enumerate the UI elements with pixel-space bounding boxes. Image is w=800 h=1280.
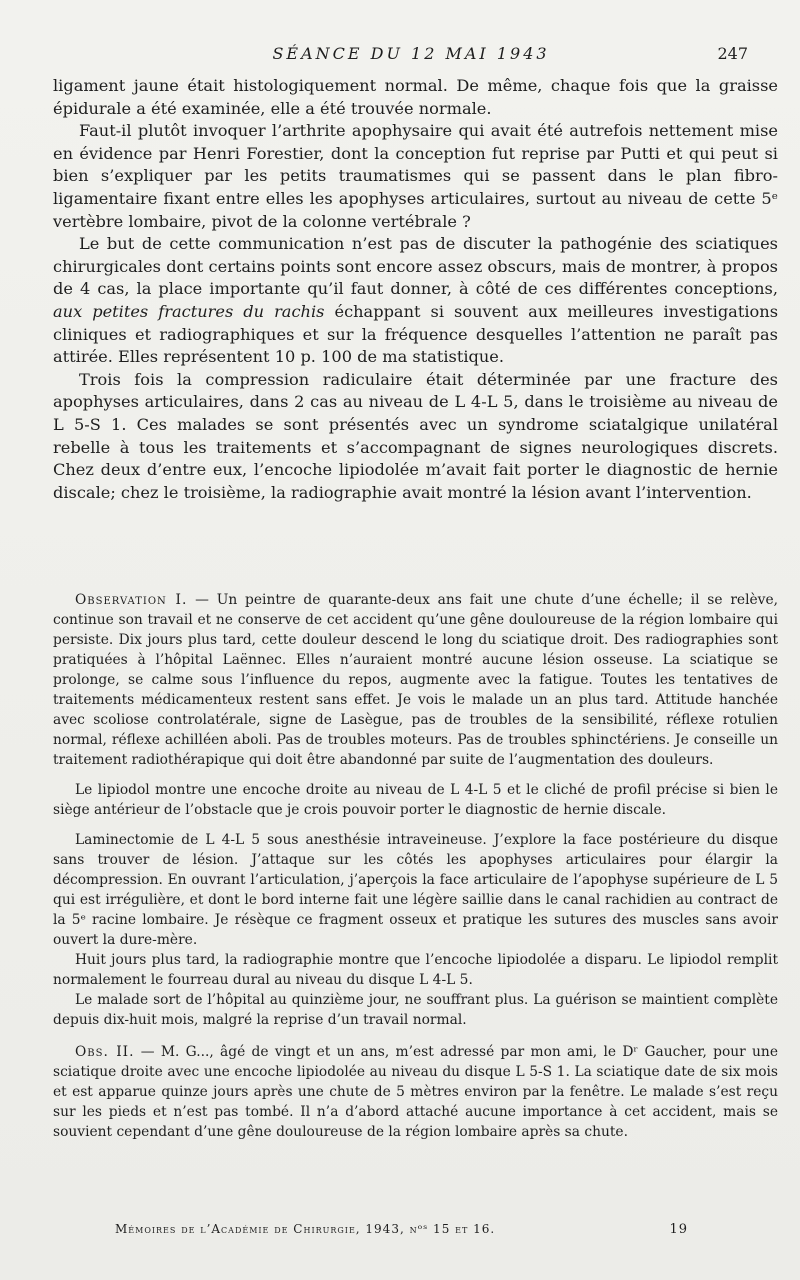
running-head xyxy=(52,44,770,68)
paragraph-4: Trois fois la compression radiculaire était déterminée par une fracture des apophyses articulaires, dans 2 cas au niveau de L 4-L 5, dans le troisième au niveau de L 5-S 1. Ces malades se sont présentés avec un syndrome sciatalgique unilatéral rebelle à tous les traitements et s’accompagnant de signes neurologiques discrets. Chez deux d’entre eux, l’encoche lipiodolée m’avait fait porter le diagnostic de hernie discale; chez le troisième, la radiographie avait montré la lésion avant l’intervention. xyxy=(53,369,778,502)
observation-1 xyxy=(53,590,778,770)
paragraph-1: ligament jaune était histologiquement normal. De même, chaque fois que la graisse épidurale a été examinée, elle a été trouvée normale. xyxy=(53,76,778,118)
paragraph-2: Faut-il plutôt invoquer l’arthrite apophysaire qui avait été autrefois nettement mise en évidence par Henri Forestier, dont la conception fut reprise par Putti et qui peut si bien s’expliquer par les petits traumatismes qui se passent dans le plan fibro-ligamentaire fixant entre elles les apophyses articulaires, surtout au niveau de cette 5ᵉ vertèbre lombaire, pivot de la colonne vertébrale ? xyxy=(53,121,778,231)
observation-1-lipiodol: Le lipiodol montre une encoche droite au niveau de L 4-L 5 et le cliché de profil précise si bien le siège antérieur de l’obstacle que je crois pouvoir porter le diagnostic de hernie discale. xyxy=(53,782,778,818)
emphasis-petites-fractures: aux petites fractures du rachis xyxy=(53,301,325,321)
observation-1-laminectomie: Laminectomie de L 4-L 5 sous anesthésie intraveineuse. J’explore la face postérieure du disque sans trouver de lésion. J’attaque sur les côtés les apophyses articulaires pour élargir la décompression. En ouvrant l’articulation, j’aperçois la face articulaire de l’apophyse supérieure de L 5 qui est irrégulière, et dont le bord interne fait une légère saillie dans le canal rachidien au contract de la 5ᵉ racine lombaire. Je résèque ce fragment osseux et pratique les sutures des muscles sans avoir ouvert la dure-mère. xyxy=(53,832,778,948)
running-title: SÉANCE DU 12 MAI 1943 xyxy=(272,44,550,63)
main-text xyxy=(53,75,778,504)
journal-reference: Mémoires de l’Académie de Chirurgie, 1943, nᵒˢ 15 et 16. xyxy=(115,1222,496,1236)
signature-mark: 19 xyxy=(669,1222,688,1237)
observations-section xyxy=(53,590,778,1142)
observation-2-text: — M. G..., âgé de vingt et un ans, m’est adressé par mon ami, le Dʳ Gaucher, pour une sciatique droite avec une encoche lipiodolée au niveau du disque L 5-S 1. La sciatique date de six mois et est apparue quinze jours après une chute de 5 mètres environ par la fenêtre. Le malade s’est reçu sur les pieds et n’est pas tombé. Il n’a d’abord attaché aucune importance à cet accident, mais se souvient cependant d’une gêne douloureuse de la région lombaire après sa chute. xyxy=(53,1044,778,1140)
paragraph-3 xyxy=(53,233,778,369)
observation-1-guerison: Le malade sort de l’hôpital au quinzième jour, ne souffrant plus. La guérison se maintient complète depuis dix-huit mois, malgré la reprise d’un travail normal. xyxy=(53,992,778,1028)
paragraph-3-part-a: Le but de cette communication n’est pas de discuter la pathogénie des sciatiques chirurgicales dont certains points sont encore assez obscurs, mais de montrer, à propos de 4 cas, la place importante qu’il faut donner, à côté de ces différentes conceptions, xyxy=(53,234,778,299)
page-number: 247 xyxy=(717,44,748,63)
observation-1-text: — Un peintre de quarante-deux ans fait une chute d’une échelle; il se relève, continue son travail et ne conserve de cet accident qu’une gêne douloureuse de la région lombaire qui persiste. Dix jours plus tard, cette douleur descend le long du sciatique droit. Des radiographies sont pratiquées à l’hôpital Laënnec. Elles n’auraient montré aucune lésion osseuse. La sciatique se prolonge, se calme sous l’influence du repos, augmente avec la fatigue. Toutes les tentatives de traitements médicamenteux restent sans effet. Je vois le malade un an plus tard. Attitude hanchée avec scoliose controlatérale, signe de Lasègue, pas de troubles de la sensibilité, réflexe rotulien normal, réflexe achilléen aboli. Pas de troubles moteurs. Pas de troubles sphinctériens. Je conseille un traitement radiothérapique qui doit être abandonné par suite de l’augmentation des douleurs. xyxy=(53,592,778,768)
observation-2-label: Obs. II. xyxy=(75,1044,135,1060)
observation-2 xyxy=(53,1042,778,1142)
observation-1-radiographie: Huit jours plus tard, la radiographie montre que l’encoche lipiodolée a disparu. Le lipiodol remplit normalement le fourreau dural au niveau du disque L 4-L 5. xyxy=(53,952,778,988)
observation-1-label: Observation I. xyxy=(75,592,188,608)
paragraph-3-part-b: échappant si souvent aux meilleures investigations cliniques et radiographiques et sur la fréquence desquelles l’attention ne paraît pas attirée. Elles représentent 10 p. 100 de ma statistique. xyxy=(53,301,778,367)
page-footer xyxy=(53,1222,778,1244)
